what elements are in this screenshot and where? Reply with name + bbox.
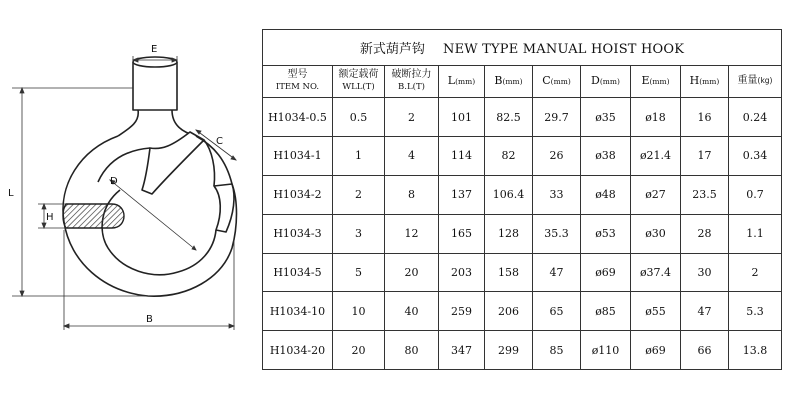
column-header-unit: (mm) (649, 76, 670, 86)
table-cell: H1034-3 (263, 214, 333, 253)
table-cell: 347 (439, 331, 485, 370)
table-cell: 10 (333, 292, 385, 331)
column-header-unit: (mm) (455, 76, 476, 86)
column-header-en-text: L (447, 73, 456, 87)
spec-table (262, 29, 782, 370)
table-row (263, 214, 782, 253)
table-cell: 80 (385, 331, 439, 370)
column-header-en (333, 81, 384, 93)
table-cell: 203 (439, 253, 485, 292)
column-header-en (439, 75, 484, 88)
table-cell: 0.7 (729, 175, 782, 214)
table-cell: 158 (485, 253, 533, 292)
column-header-en (533, 75, 580, 88)
table-cell: 85 (533, 331, 581, 370)
table-cell: H1034-1 (263, 137, 333, 176)
table-cell: ø69 (631, 331, 681, 370)
table-cell: H1034-2 (263, 175, 333, 214)
table-cell: H1034-5 (263, 253, 333, 292)
table-cell: H1034-10 (263, 292, 333, 331)
table-cell: 2 (385, 98, 439, 137)
column-header-en (681, 75, 728, 88)
hook-neck (118, 110, 196, 136)
table-title-row (263, 30, 782, 66)
table-cell: 1 (333, 137, 385, 176)
table-cell: ø27 (631, 175, 681, 214)
column-header (485, 65, 533, 98)
column-header-en (385, 81, 438, 93)
label-B: B (146, 314, 153, 325)
table-cell: 82 (485, 137, 533, 176)
table-cell: 165 (439, 214, 485, 253)
label-H: H (46, 212, 54, 223)
title-cn: 新式葫芦钩 (359, 41, 425, 57)
table-cell: 13.8 (729, 331, 782, 370)
table-cell: ø21.4 (631, 137, 681, 176)
table-cell: ø37.4 (631, 253, 681, 292)
table-row (263, 253, 782, 292)
table-body (263, 98, 782, 370)
table-cell: ø69 (581, 253, 631, 292)
table-cell: 20 (333, 331, 385, 370)
column-header (581, 65, 631, 98)
table-cell: 47 (533, 253, 581, 292)
table-cell: 1.1 (729, 214, 782, 253)
column-header (533, 65, 581, 98)
column-header-unit: (kg) (757, 76, 773, 86)
column-header (263, 65, 333, 98)
table-cell: 28 (681, 214, 729, 253)
column-header-en (581, 75, 630, 88)
table-cell: 0.24 (729, 98, 782, 137)
table-cell: ø53 (581, 214, 631, 253)
title-en: NEW TYPE MANUAL HOIST HOOK (443, 41, 685, 57)
table-cell: 3 (333, 214, 385, 253)
column-header-en (485, 75, 532, 88)
column-header-en-text: B.L(T) (398, 82, 425, 93)
column-header (729, 65, 782, 98)
column-header-en-text: E (641, 73, 650, 87)
hook-shank-top (133, 57, 177, 67)
table-row (263, 98, 782, 137)
column-header-en (263, 81, 332, 93)
table-cell: 259 (439, 292, 485, 331)
table-cell: 0.5 (333, 98, 385, 137)
column-header (333, 65, 385, 98)
table-row (263, 175, 782, 214)
column-header-en-text: WLL(T) (342, 82, 375, 93)
column-header-cn: 型号 (287, 69, 308, 81)
table-cell: 299 (485, 331, 533, 370)
column-header-en-text: C (542, 73, 551, 87)
table-cell: ø38 (581, 137, 631, 176)
table-cell: 47 (681, 292, 729, 331)
column-header-en-text: B (494, 73, 503, 87)
hook-cross-section (63, 204, 124, 228)
table-cell: 4 (385, 137, 439, 176)
column-header-cn: 破断拉力 (391, 69, 432, 81)
table-cell: 114 (439, 137, 485, 176)
label-D: D (110, 176, 118, 187)
table-cell: ø30 (631, 214, 681, 253)
table-cell: 17 (681, 137, 729, 176)
column-header-unit: (mm) (599, 76, 620, 86)
column-header-unit: (mm) (502, 76, 523, 86)
table-cell: 106.4 (485, 175, 533, 214)
table-cell: 2 (729, 253, 782, 292)
table-cell: 35.3 (533, 214, 581, 253)
table-cell: 20 (385, 253, 439, 292)
table-cell: ø110 (581, 331, 631, 370)
column-header (439, 65, 485, 98)
table-row (263, 331, 782, 370)
table-cell: 137 (439, 175, 485, 214)
table-cell: ø18 (631, 98, 681, 137)
column-header-en-text: ITEM NO. (275, 82, 320, 93)
hook-latch (142, 132, 204, 194)
table-cell: 16 (681, 98, 729, 137)
column-header-unit: (mm) (550, 76, 571, 86)
column-header-en-text: D (591, 73, 600, 87)
column-header-cn: 额定载荷 (338, 69, 379, 81)
table-cell: 30 (681, 253, 729, 292)
column-header-en-text: H (689, 73, 700, 87)
label-E: E (151, 44, 158, 55)
table-cell: 26 (533, 137, 581, 176)
table-row (263, 292, 782, 331)
table-cell: 0.34 (729, 137, 782, 176)
table-cell: ø35 (581, 98, 631, 137)
table-cell: ø55 (631, 292, 681, 331)
hook-shank (133, 62, 177, 110)
table-cell: 128 (485, 214, 533, 253)
table-cell: 33 (533, 175, 581, 214)
hook-diagram (0, 0, 262, 400)
table-header-row (263, 65, 782, 98)
table-cell: H1034-20 (263, 331, 333, 370)
column-header-en (631, 75, 680, 88)
table-cell: 5 (333, 253, 385, 292)
table-cell: 5.3 (729, 292, 782, 331)
hook-tip (214, 184, 234, 232)
table-row (263, 137, 782, 176)
table-cell: 29.7 (533, 98, 581, 137)
table-cell: 206 (485, 292, 533, 331)
table-cell: 82.5 (485, 98, 533, 137)
table-cell: ø48 (581, 175, 631, 214)
column-header-unit: (mm) (699, 76, 720, 86)
table-cell: 101 (439, 98, 485, 137)
table-cell: 40 (385, 292, 439, 331)
label-C: C (216, 136, 223, 147)
table-cell: 12 (385, 214, 439, 253)
table-cell: 8 (385, 175, 439, 214)
table-cell: 66 (681, 331, 729, 370)
table-cell: 65 (533, 292, 581, 331)
table-cell: ø85 (581, 292, 631, 331)
table-cell: H1034-0.5 (263, 98, 333, 137)
table-cell: 2 (333, 175, 385, 214)
table-title (263, 30, 782, 66)
column-header (385, 65, 439, 98)
column-header (681, 65, 729, 98)
column-header (631, 65, 681, 98)
table-cell: 23.5 (681, 175, 729, 214)
label-L: L (8, 188, 14, 199)
column-header-cn: 重量(kg) (737, 75, 773, 87)
